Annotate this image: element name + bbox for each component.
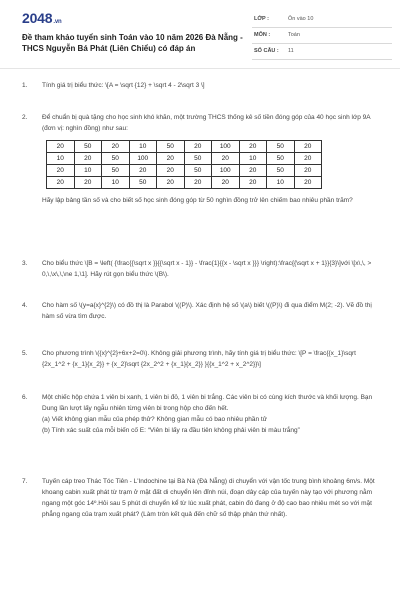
meta-info-box (252, 12, 392, 60)
table-cell: 10 (267, 177, 295, 189)
table-cell: 20 (294, 165, 322, 177)
table-row (47, 141, 322, 153)
table-cell: 20 (239, 141, 267, 153)
document-header (0, 0, 400, 68)
table-cell: 100 (212, 165, 240, 177)
table-cell: 20 (212, 177, 240, 189)
table-cell: 10 (129, 141, 157, 153)
meta-value: Toán (288, 32, 300, 38)
question-number: 6. (22, 394, 28, 401)
table-cell: 20 (74, 177, 102, 189)
table-cell: 50 (267, 153, 295, 165)
table-cell: 20 (157, 177, 185, 189)
meta-value: Ôn vào 10 (288, 16, 314, 22)
table-cell: 20 (294, 177, 322, 189)
question-number: 5. (22, 350, 28, 357)
table-cell: 50 (184, 153, 212, 165)
question-number: 3. (22, 260, 28, 267)
meta-row-question-count (252, 44, 392, 60)
meta-value: 11 (288, 48, 294, 54)
table-cell: 20 (184, 141, 212, 153)
question-text: Cho biểu thức \[B = \left( {\frac{{\sqrt x }}{{\sqrt x - 1}} - \frac{1}{{x - \sqrt x }}} \right):\frac{{\sqrt x + 1}}{3}\]với \[x\,\, > 0,\,\x\,\,\ne 1,\1]. Hãy rút gọn biểu thức \(B\). (42, 260, 372, 278)
question-number: 7. (22, 478, 28, 485)
table-cell: 100 (129, 153, 157, 165)
table-cell: 50 (267, 165, 295, 177)
meta-label: LỚP : (254, 16, 269, 22)
table-cell: 100 (212, 141, 240, 153)
table-cell: 20 (47, 177, 75, 189)
question-number: 2. (22, 114, 28, 121)
table-row (47, 177, 322, 189)
table-cell: 20 (157, 153, 185, 165)
site-logo[interactable] (22, 10, 61, 26)
table-cell: 20 (74, 153, 102, 165)
table-cell: 50 (184, 165, 212, 177)
question-text: Một chiếc hộp chứa 1 viên bi xanh, 1 viên bi đỏ, 1 viên bi trắng. Các viên bi có cùng kích thước và khối lượng. Bạn Dung lần lượt lấy ngẫu nhiên từng viên bi trong hộp cho đến hết. (42, 394, 373, 412)
question-text: Tính giá trị biểu thức: \[A = \sqrt {12} + \sqrt 4 - 2\sqrt 3 \] (42, 82, 205, 89)
meta-row-subject (252, 28, 392, 44)
table-cell: 10 (47, 153, 75, 165)
table-cell: 20 (47, 141, 75, 153)
header-divider (0, 68, 400, 69)
contribution-table (46, 140, 322, 189)
logo-text: 2048 (22, 10, 53, 26)
table-cell: 50 (102, 153, 130, 165)
table-row (47, 153, 322, 165)
meta-label: SỐ CÂU : (254, 48, 279, 54)
sub-question-a: (a) Viết không gian mẫu của phép thử? Không gian mẫu có bao nhiêu phần tử (42, 416, 268, 423)
question-followup: Hãy lập bảng tần số và cho biết số học sinh đóng góp từ 50 nghìn đồng trở lên chiếm bao nhiêu phần trăm? (42, 197, 353, 204)
logo-suffix: .vn (53, 19, 62, 25)
sub-question-b: (b) Tính xác suất của mỗi biến cố E: “Viên bi lấy ra đầu tiên không phải viên bi màu trắng” (42, 427, 300, 434)
table-cell: 20 (294, 141, 322, 153)
question-number: 1. (22, 82, 28, 89)
table-cell: 20 (47, 165, 75, 177)
question-text: Cho hàm số \(y=a{x}^{2}\) có đồ thị là Parabol \((P)\). Xác định hệ số \(a\) biết \((P)\) đi qua điểm M(2; -2). Vẽ đồ thị hàm số vừa tìm được. (42, 302, 372, 320)
question-text: Để chuẩn bị quà tặng cho học sinh khó khăn, một trường THCS thống kê số tiền đóng góp của 40 học sinh lớp 9A (đơn vị: nghìn đồng) như sau: (42, 114, 371, 132)
table-cell: 20 (294, 153, 322, 165)
question-number: 4. (22, 302, 28, 309)
table-cell: 20 (157, 165, 185, 177)
meta-label: MÔN : (254, 32, 271, 38)
table-cell: 10 (239, 153, 267, 165)
table-cell: 50 (102, 165, 130, 177)
table-cell: 20 (239, 177, 267, 189)
table-cell: 20 (102, 141, 130, 153)
table-cell: 20 (212, 153, 240, 165)
table-cell: 10 (74, 165, 102, 177)
question-text: Cho phương trình \({x}^{2}+6x+2=0\). Không giải phương trình, hãy tính giá trị biểu thức: \[P = \frac{{x_1}\sqrt {2x_1^2 + {x_1}{x_2}} + {x_2}\sqrt {2x_2^2 + {x_1}{x_2}} }{{x_1^2 + x_2^2}}\] (42, 350, 356, 368)
table-cell: 10 (102, 177, 130, 189)
table-cell: 20 (239, 165, 267, 177)
table-cell: 50 (129, 177, 157, 189)
document-title: Đề tham khảo tuyển sinh Toán vào 10 năm 2026 Đà Nẵng - THCS Nguyễn Bá Phát (Liên Chiểu) có đáp án (22, 33, 243, 53)
table-cell: 20 (129, 165, 157, 177)
table-cell: 50 (267, 141, 295, 153)
table-row (47, 165, 322, 177)
table-cell: 50 (74, 141, 102, 153)
table-cell: 20 (184, 177, 212, 189)
table-cell: 50 (157, 141, 185, 153)
meta-row-class (252, 12, 392, 28)
question-text: Tuyến cáp treo Thác Tóc Tiên - L'Indochine tại Bà Nà (Đà Nẵng) di chuyển với vận tốc trung bình khoảng 6m/s. Một khoang cabin xuất phát từ trạm ở mặt đất di chuyển lên đỉnh núi, đoạn dây cáp của tuyến này tạo với phương nằm ngang một góc 14º.Hỏi sau 5 phút di chuyển kể từ lúc xuất phát, cabin đó đang ở độ cao bao nhiêu mét so với mặt phẳng ngang của trạm xuất phát? (Làm tròn kết quả đến chữ số thập phân thứ nhất). (42, 478, 375, 518)
